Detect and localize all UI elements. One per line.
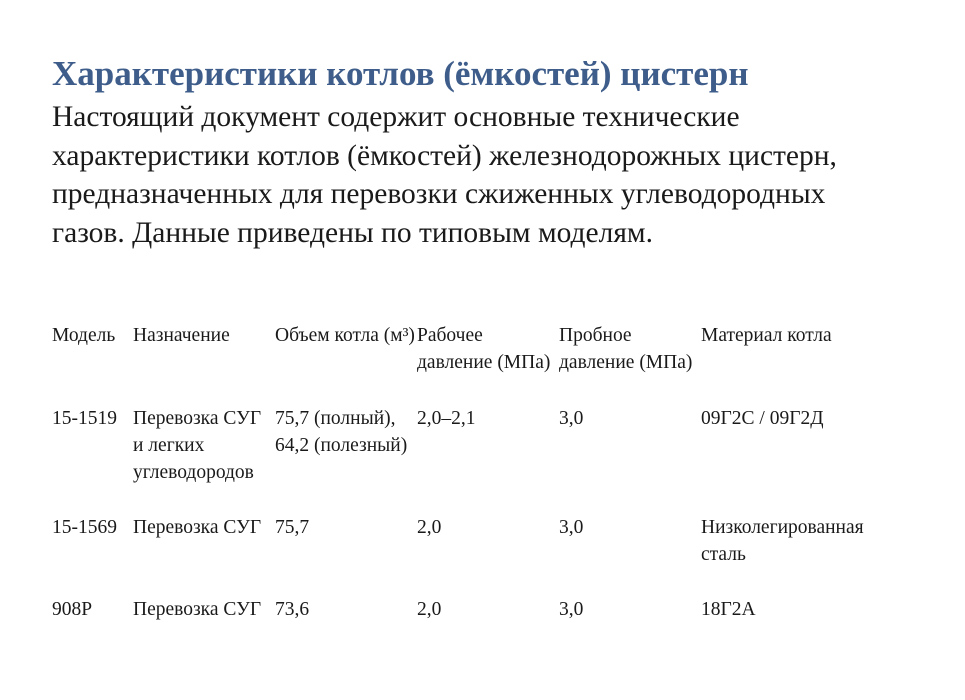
cell-material: 09Г2С / 09Г2Д [701, 408, 824, 429]
cell-working-pressure: 2,0 [417, 517, 442, 538]
header-material: Материал котла [701, 325, 832, 346]
cell-purpose: Перевозка СУГ [133, 599, 262, 620]
cell-model: 15-1519 [52, 408, 117, 429]
cell-model: 15-1569 [52, 517, 117, 538]
header-working-pressure: Рабочее давление (МПа) [417, 325, 551, 373]
cell-volume: 75,7 (полный), 64,2 (полезный) [275, 408, 408, 456]
header-purpose: Назначение [133, 325, 230, 346]
document-page [52, 52, 932, 252]
cell-volume: 73,6 [275, 599, 310, 620]
cell-purpose: Перевозка СУГ и легких углеводородов [133, 408, 262, 483]
document-title: Характеристики котлов (ёмкостей) цистерн [52, 54, 749, 93]
header-volume: Объем котла (м³) [275, 325, 415, 346]
header-model: Модель [52, 325, 116, 346]
cell-working-pressure: 2,0 [417, 599, 442, 620]
table-header-row [52, 322, 864, 405]
table-row [52, 405, 864, 514]
cell-material: 18Г2А [701, 599, 756, 620]
cell-model: 908Р [52, 599, 93, 620]
cell-material: Низколегированная сталь [701, 517, 864, 565]
cell-test-pressure: 3,0 [559, 408, 584, 429]
cell-working-pressure: 2,0–2,1 [417, 408, 476, 429]
cell-test-pressure: 3,0 [559, 599, 584, 620]
specifications-table [52, 322, 864, 651]
table-row [52, 514, 864, 596]
cell-volume: 75,7 [275, 517, 310, 538]
cell-test-pressure: 3,0 [559, 517, 584, 538]
document-intro: Настоящий документ содержит основные технические характеристики котлов (ёмкостей) железнодорожных цистерн, предназначенных для перевозки сжиженных углеводородных газов. Данные приведены по типовым моделям. [52, 101, 837, 249]
cell-purpose: Перевозка СУГ [133, 517, 262, 538]
header-test-pressure: Пробное давление (МПа) [559, 325, 693, 373]
table-row [52, 596, 864, 651]
